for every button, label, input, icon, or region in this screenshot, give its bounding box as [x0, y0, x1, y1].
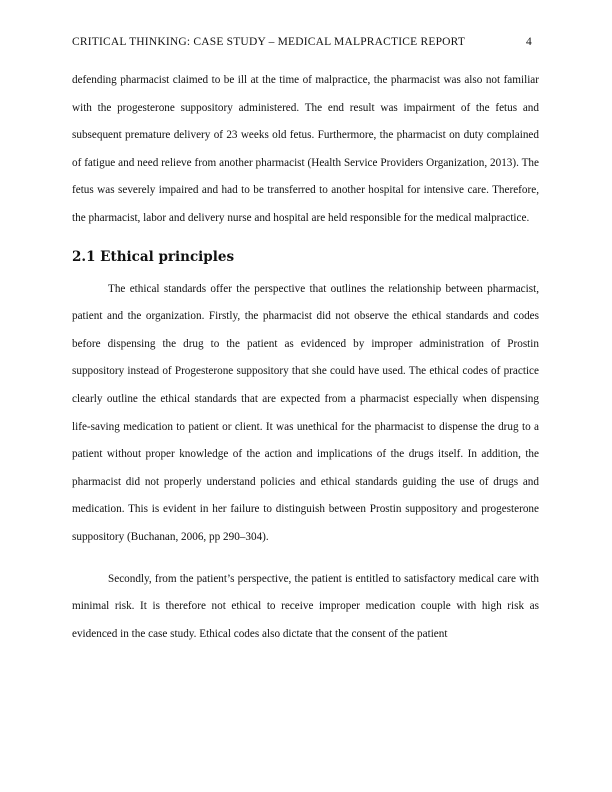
paragraph-ethical-standards: The ethical standards offer the perspective that outlines the relationship between pharmacist, patient and the organization. Firstly, the pharmacist did not observe the ethical standards and codes before dispensing the drug to the patient as evidenced by improper administration of Prostin suppository instead of Progesterone suppository that she could have used. The ethical codes of practice clearly outline the ethical standards that are expected from a pharmacist especially when dispensing life-saving medication to patient or client. It was unethical for the pharmacist to dispense the drug to a patient without proper knowledge of the action and implications of the drugs itself. In addition, the pharmacist did not properly understand policies and ethical standards guiding the use of drugs and medication. This is evident in her failure to distinguish between Prostin suppository and progesterone suppository (Buchanan, 2006, pp 290–304).	[72, 282, 539, 543]
paragraph-continuation: defending pharmacist claimed to be ill at the time of malpractice, the pharmacist was also not familiar with the progesterone suppository administered. The end result was impairment of the fetus and subsequent premature delivery of 23 weeks old fetus. Furthermore, the pharmacist on duty complained of fatigue and need relieve from another pharmacist (Health Service Providers Organization, 2013). The fetus was severely impaired and had to be transferred to another hospital for intensive care. Therefore, the pharmacist, labor and delivery nurse and hospital are held responsible for the medical malpractice.	[72, 74, 539, 224]
running-header	[72, 36, 540, 48]
paragraph-gap	[72, 552, 539, 566]
page-number: 4	[526, 36, 532, 48]
paragraph-patient-perspective: Secondly, from the patient’s perspective, the patient is entitled to satisfactory medical care with minimal risk. It is therefore not ethical to receive improper medication couple with high risk as evidenced in the case study. Ethical codes also dictate that the consent of the patient	[72, 572, 539, 640]
document-body	[72, 67, 539, 648]
running-title: CRITICAL THINKING: CASE STUDY – MEDICAL MALPRACTICE REPORT	[72, 36, 466, 48]
section-heading: 2.1 Ethical principles	[72, 248, 235, 265]
